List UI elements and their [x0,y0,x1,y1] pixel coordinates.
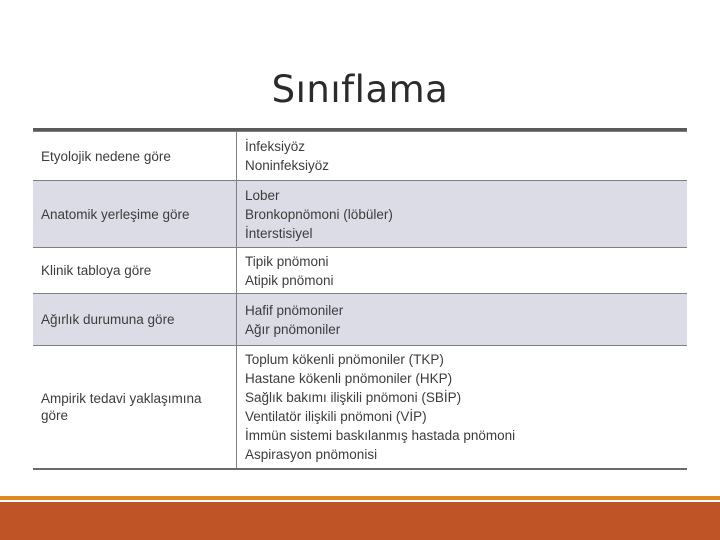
row-item: Sağlık bakımı ilişkili pnömoni (SBİP) [245,390,462,405]
row-item: İnterstisiyel [245,225,313,241]
table-row [33,180,687,247]
row-category: Etyolojik nedene göre [33,132,237,180]
row-items [237,132,687,180]
row-item: Hastane kökenli pnömoniler (HKP) [245,371,453,386]
table-bottom-rule [33,468,687,470]
row-item: İmmün sistemi baskılanmış hastada pnömoni [245,428,516,443]
row-item: Ventilatör ilişkili pnömoni (VİP) [245,409,427,424]
row-category: Anatomik yerleşime göre [33,181,237,247]
row-item: Hafif pnömoniler [245,302,344,318]
row-item: Noninfeksiyöz [245,158,330,173]
row-category: Ağırlık durumuna göre [33,294,237,345]
classification-table [33,128,687,470]
table-row [33,247,687,293]
page-title: Sınıflama [271,68,449,111]
footer-accent-line [0,496,720,500]
row-item: Ağır pnömoniler [245,321,341,337]
row-item: Tipik pnömoni [245,253,329,269]
table-row [33,345,687,468]
table-row [33,293,687,345]
row-item: Atipik pnömoni [245,272,334,288]
row-item: Bronkopnömoni (löbüler) [245,206,393,222]
row-category: Klinik tabloya göre [33,248,237,293]
row-item: Toplum kökenli pnömoniler (TKP) [245,352,444,367]
row-items [237,346,687,468]
row-items [237,248,687,293]
row-items [237,294,687,345]
table-row [33,131,687,180]
row-item: Lober [245,187,280,203]
row-item: İnfeksiyöz [245,139,306,154]
footer-bar [0,502,720,540]
row-category: Ampirik tedavi yaklaşımına göre [33,346,237,468]
row-item: Aspirasyon pnömonisi [245,447,378,462]
row-items [237,181,687,247]
